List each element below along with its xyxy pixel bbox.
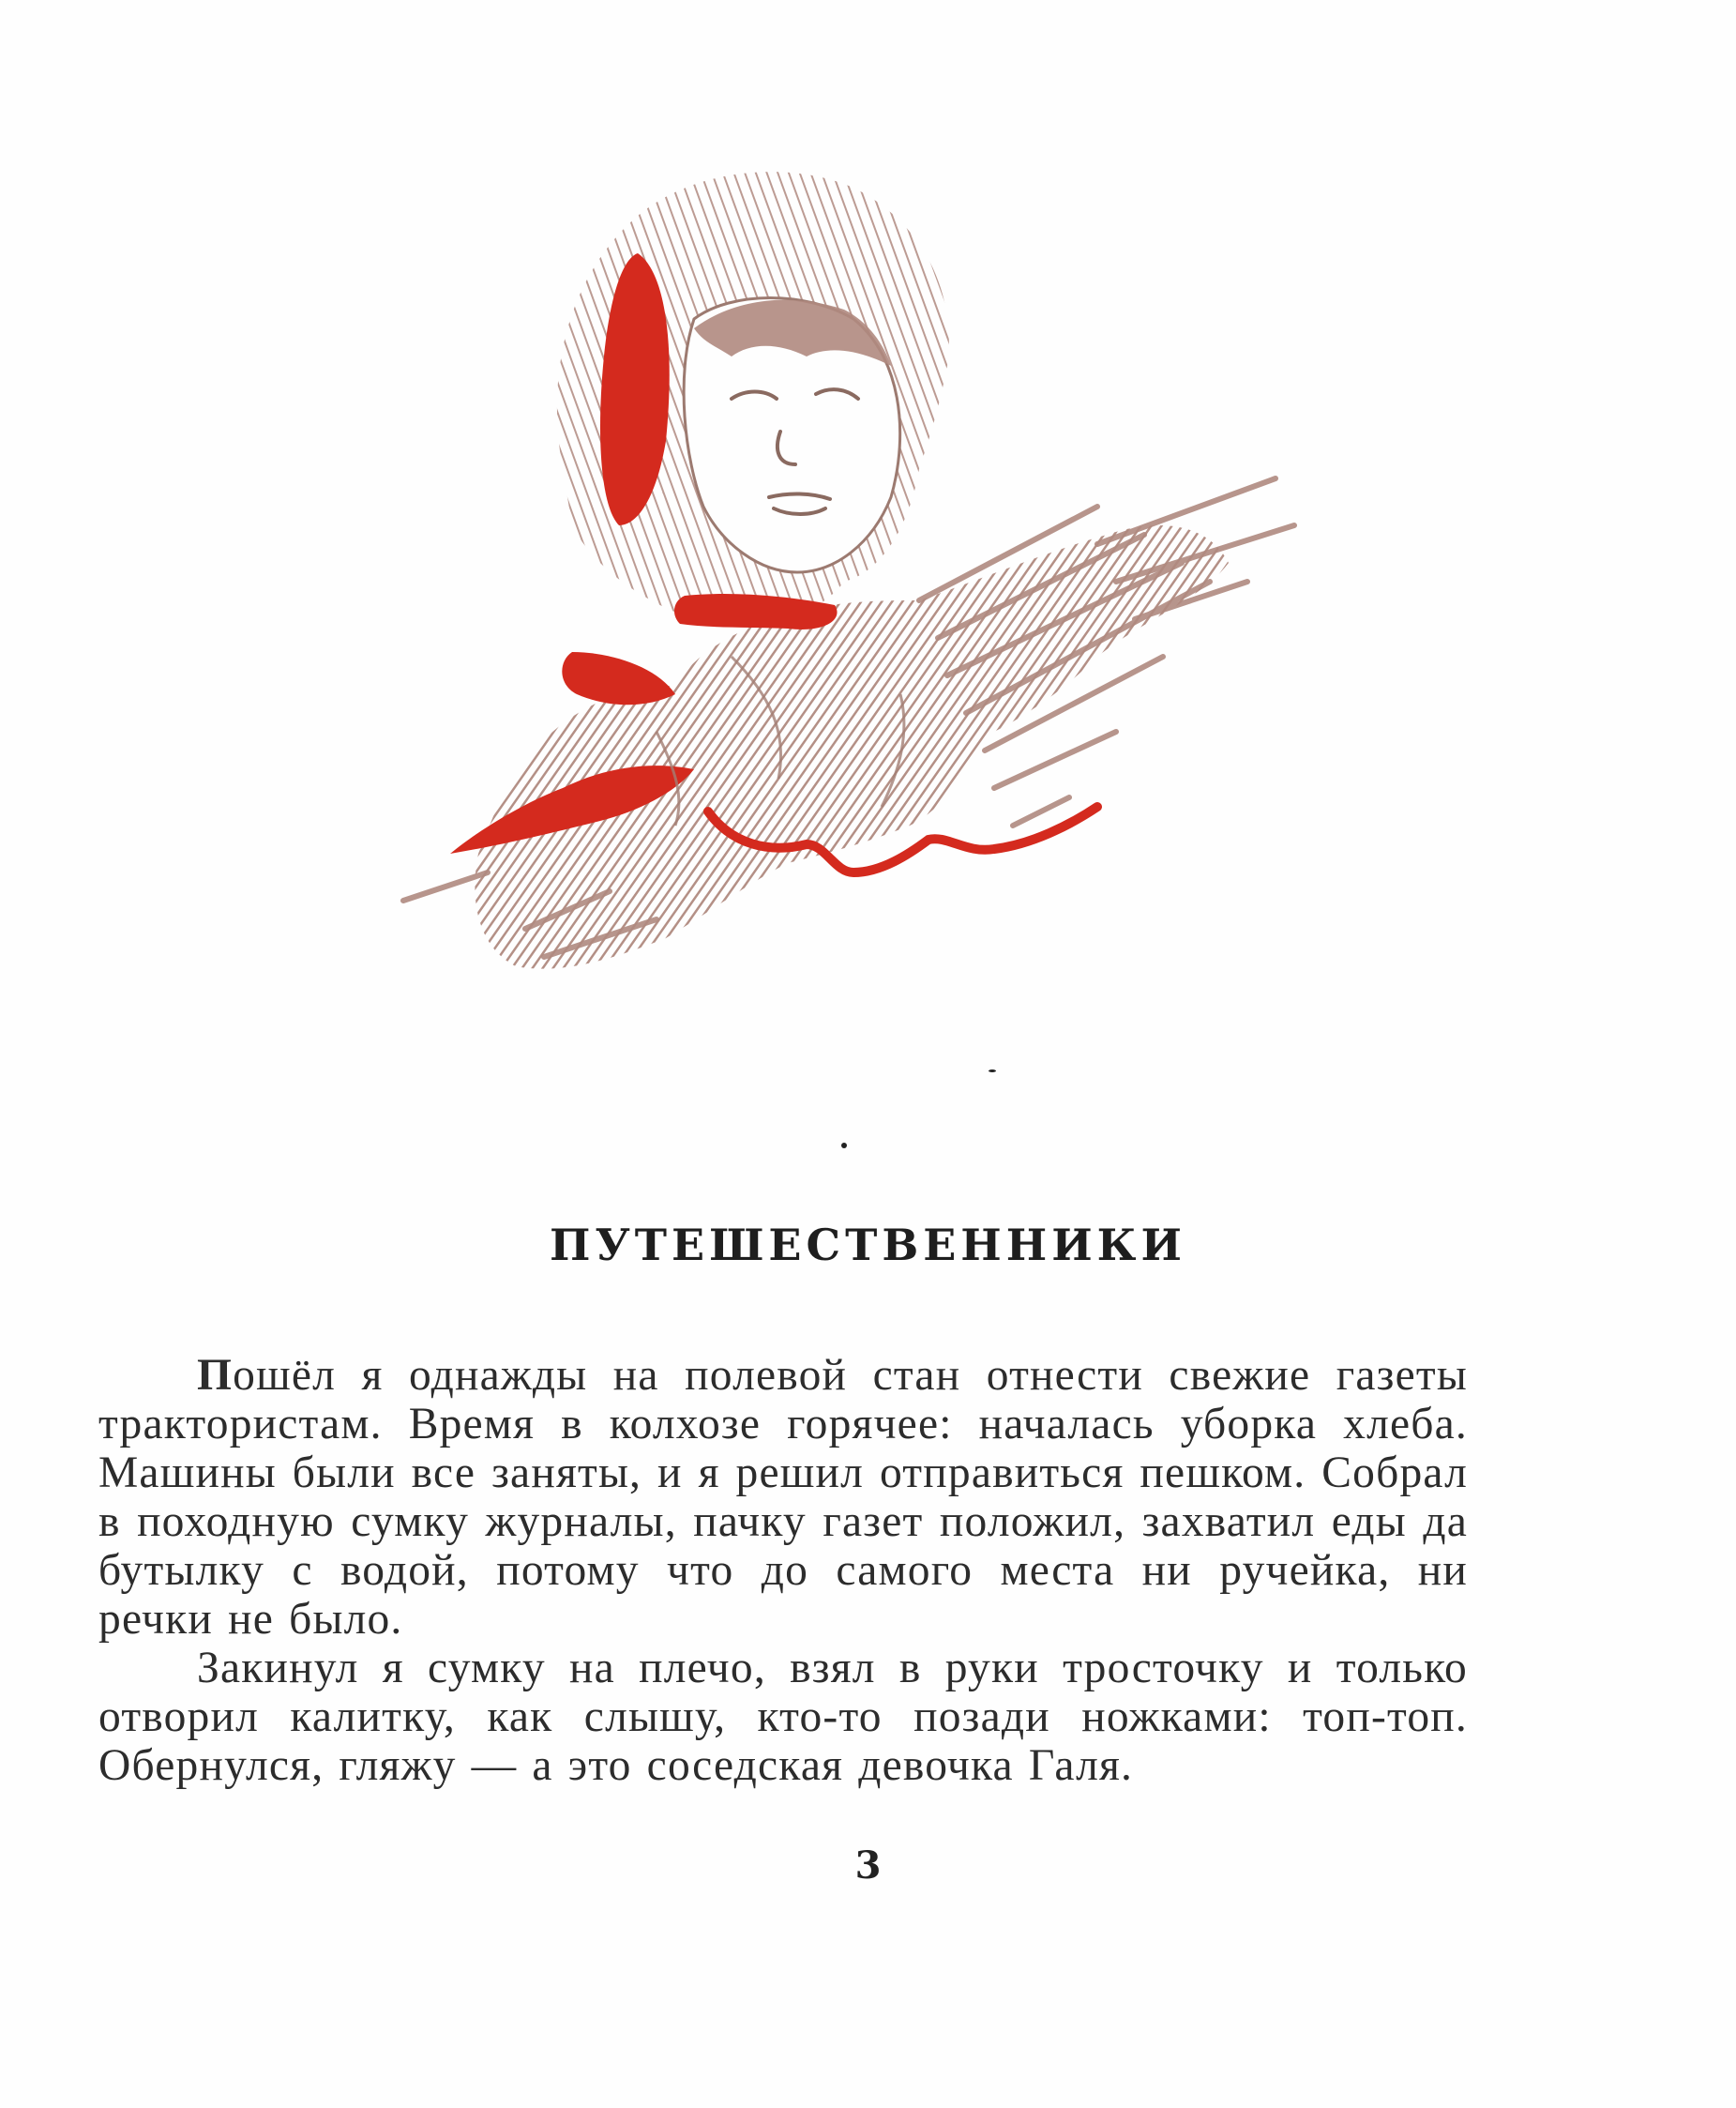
chapter-title: ПУТЕШЕСТВЕННИКИ	[550, 1220, 1186, 1270]
girl-illustration	[169, 131, 1407, 1023]
lead-letter: П	[197, 1351, 234, 1400]
paragraph-1-text: ошёл я однажды на полевой стан отнести свежие газеты трактористам. Время в колхозе горячее: началась уборка хлеба. Машины были все заняты, и я решил отправиться пешком. Собрал в походную сумку журналы, пачку газет положил, захватил еды да бутылку с водой, потому что до самого места ни ручейка, ни речки не было.	[98, 1351, 1468, 1644]
tie-end-upper	[562, 652, 675, 705]
page-number: 3	[854, 1843, 882, 1888]
body-text	[98, 1351, 1468, 1790]
ink-speck	[989, 1069, 996, 1072]
paragraph-2-text: Закинул я сумку на плечо, взял в руки тросточку и только отворил калитку, как слышу, кто-то позади ножками: топ-топ. Обернулся, гляжу — а это соседская девочка Галя.	[98, 1644, 1468, 1790]
paragraph-2	[98, 1644, 1468, 1790]
paragraph-1	[98, 1351, 1468, 1644]
ink-speck	[841, 1143, 847, 1148]
